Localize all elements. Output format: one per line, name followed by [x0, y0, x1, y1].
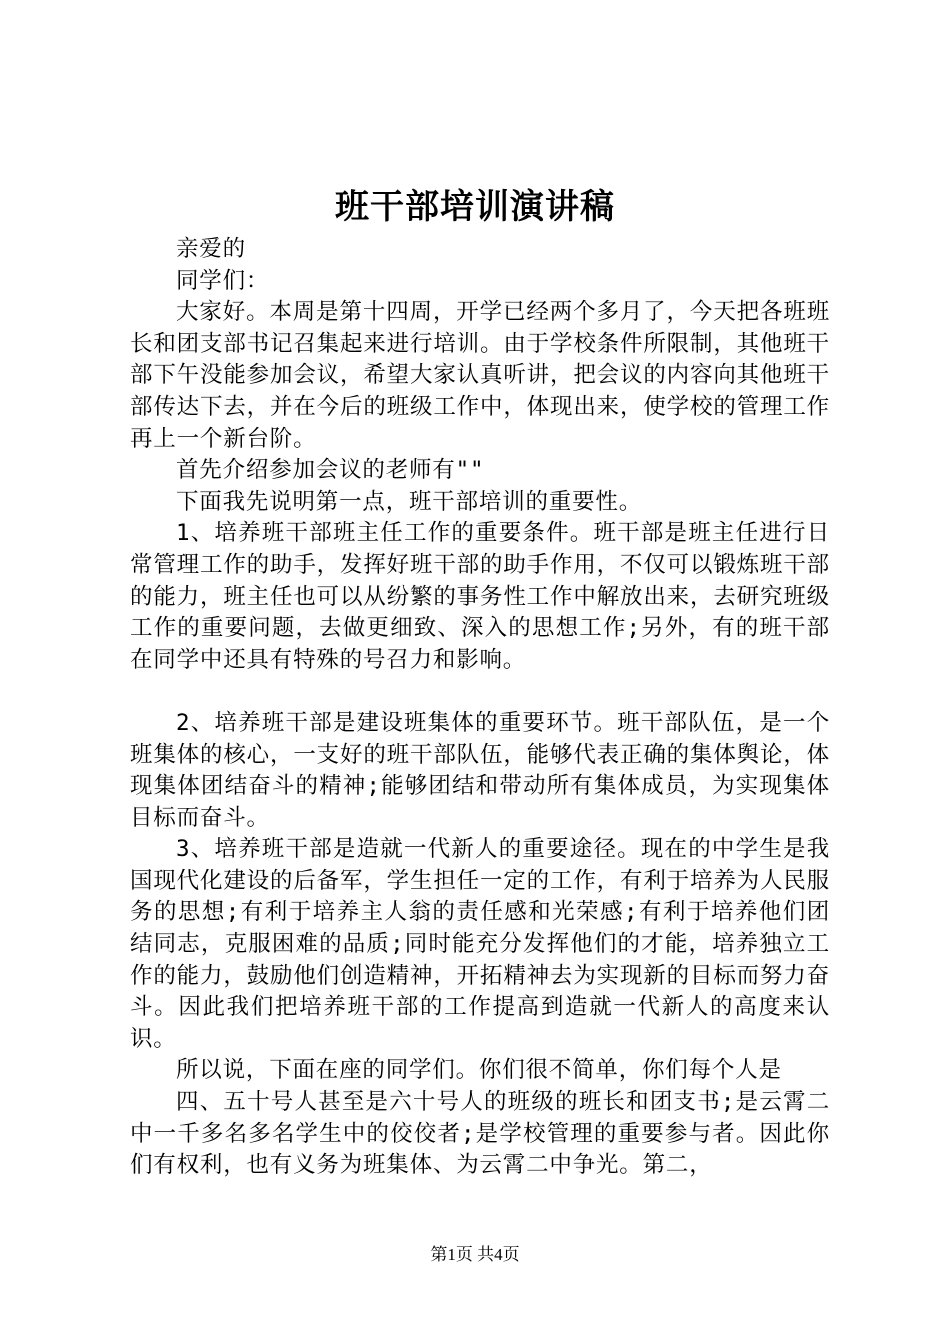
paragraph-point-one: 下面我先说明第一点，班干部培训的重要性。	[176, 488, 643, 515]
paragraph-teachers: 首先介绍参加会议的老师有""	[176, 457, 485, 484]
paragraph-item-1: 1、培养班干部班主任工作的重要条件。班干部是班主任进行日常管理工作的助手，发挥好班干部的助手作用，不仅可以锻炼班干部的能力，班主任也可以从纷繁的事务性工作中解放出来，去研究班级工作的重要问题，去做更细致、深入的思想工作;另外，有的班干部在同学中还具有特殊的号召力和影响。	[130, 520, 830, 673]
paragraph-continuation: 四、五十号人甚至是六十号人的班级的班长和团支书;是云霄二中一千多名多名学生中的佼佼者;是学校管理的重要参与者。因此你们有权利，也有义务为班集体、为云霄二中争光。第二，	[130, 1089, 830, 1179]
paragraph-intro: 大家好。本周是第十四周，开学已经两个多月了，今天把各班班长和团支部书记召集起来进行培训。由于学校条件所限制，其他班干部下午没能参加会议，希望大家认真听讲，把会议的内容向其他班干部传达下去，并在今后的班级工作中，体现出来，使学校的管理工作再上一个新台阶。	[130, 299, 830, 452]
paragraph-gap	[130, 676, 830, 708]
paragraph-item-3: 3、培养班干部是造就一代新人的重要途径。现在的中学生是我国现代化建设的后备军，学生担任一定的工作，有利于培养为人民服务的思想;有利于培养主人翁的责任感和光荣感;有利于培养他们团结同志，克服困难的品质;同时能充分发挥他们的才能，培养独立工作的能力，鼓励他们创造精神，开拓精神去为实现新的目标而努力奋斗。因此我们把培养班干部的工作提高到造就一代新人的高度来认识。	[130, 836, 830, 1052]
paragraph-item-2: 2、培养班干部是建设班集体的重要环节。班干部队伍，是一个班集体的核心，一支好的班干部队伍，能够代表正确的集体舆论，体现集体团结奋斗的精神;能够团结和带动所有集体成员，为实现集体目标而奋斗。	[130, 709, 830, 831]
greeting-line-1: 亲爱的	[176, 236, 246, 262]
document-body	[130, 234, 830, 1182]
page-footer: 第1页 共4页	[430, 1245, 520, 1264]
paragraph-conclusion: 所以说，下面在座的同学们。你们很不简单，你们每个人是	[176, 1057, 782, 1084]
document-title: 班干部培训演讲稿	[335, 187, 615, 227]
greeting-line-2: 同学们：	[176, 267, 270, 294]
